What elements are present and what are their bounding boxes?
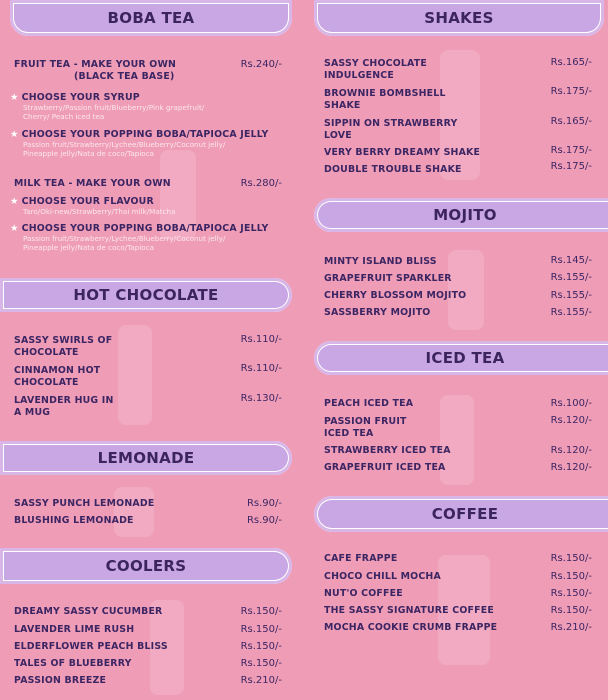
menu-item-name: SASSBERRY MOJITO — [324, 307, 431, 318]
option-label — [10, 92, 140, 103]
menu-item-price: Rs.175/- — [550, 86, 592, 97]
menu-item-name: PASSION BREEZE — [14, 675, 107, 686]
menu-item-name: FRUIT TEA - MAKE YOUR OWN — [14, 59, 177, 70]
option-label-text: CHOOSE YOUR POPPING BOBA/TAPIOCA JELLY — [21, 129, 269, 140]
menu-item-name: STRAWBERRY ICED TEA — [324, 445, 451, 456]
menu-item-name-line2: ICED TEA — [324, 428, 374, 439]
menu-item-name: SASSY SWIRLS OF — [14, 335, 113, 346]
option-list: Cherry/ Peach iced tea — [23, 112, 105, 121]
menu-item-name-line2: (BLACK TEA BASE) — [74, 71, 175, 82]
menu-item-price: Rs.150/- — [550, 571, 592, 582]
menu-item-name: CHERRY BLOSSOM MOJITO — [324, 290, 467, 301]
menu-item-name: ELDERFLOWER PEACH BLISS — [14, 641, 168, 652]
menu-item-price: Rs.110/- — [240, 363, 282, 374]
menu-item-price: Rs.150/- — [240, 641, 282, 652]
section-banner-coolers — [0, 548, 292, 584]
menu-item-price: Rs.175/- — [550, 161, 592, 172]
menu-item-price: Rs.145/- — [550, 255, 592, 266]
option-list: Passion fruit/Strawberry/Lychee/Blueberry/Coconut jelly/ — [23, 140, 226, 149]
menu-item-price: Rs.120/- — [550, 415, 592, 426]
drink-image — [440, 50, 480, 180]
menu-item-name-line2: SHAKE — [324, 100, 361, 111]
menu-item-price: Rs.150/- — [240, 658, 282, 669]
section-banner-boba-tea — [10, 0, 292, 36]
menu-item-name: CINNAMON HOT — [14, 365, 101, 376]
option-label-text: CHOOSE YOUR FLAVOUR — [21, 196, 154, 207]
option-label — [10, 129, 268, 140]
menu-item-name: MOCHA COOKIE CRUMB FRAPPE — [324, 622, 498, 633]
section-title: BOBA TEA — [107, 9, 195, 27]
menu-item-name: VERY BERRY DREAMY SHAKE — [324, 147, 481, 158]
menu-item-name-line2: A MUG — [14, 407, 51, 418]
menu-item-price: Rs.120/- — [550, 445, 592, 456]
star-icon: ★ — [10, 129, 19, 140]
menu-item-name-line2: CHOCOLATE — [14, 347, 79, 358]
menu-item-name: LAVENDER LIME RUSH — [14, 624, 135, 635]
section-banner-hot-chocolate — [0, 278, 292, 312]
menu-item-name: CAFE FRAPPE — [324, 553, 398, 564]
menu-item-name: PEACH ICED TEA — [324, 398, 414, 409]
menu-item-price: Rs.120/- — [550, 462, 592, 473]
section-title: ICED TEA — [425, 349, 505, 367]
star-icon: ★ — [10, 223, 19, 234]
drink-image — [118, 325, 152, 425]
section-banner-coffee — [314, 496, 608, 532]
option-label-text: CHOOSE YOUR POPPING BOBA/TAPIOCA JELLY — [21, 223, 269, 234]
menu-item-name: DOUBLE TROUBLE SHAKE — [324, 164, 462, 175]
menu-item-price: Rs.90/- — [246, 498, 282, 509]
menu-item-price: Rs.150/- — [550, 588, 592, 599]
menu-item-name: CHOCO CHILL MOCHA — [324, 571, 441, 582]
menu-item-name: SASSY CHOCOLATE — [324, 58, 427, 69]
menu-item-name: BLUSHING LEMONADE — [14, 515, 134, 526]
menu-item-name: THE SASSY SIGNATURE COFFEE — [324, 605, 494, 616]
menu-item-price: Rs.280/- — [240, 178, 282, 189]
section-title: MOJITO — [433, 206, 497, 224]
menu-item-name-line2: LOVE — [324, 130, 352, 141]
option-list: Passion fruit/Strawberry/Lychee/Blueberry/Coconut jelly/ — [23, 234, 226, 243]
menu-item-price: Rs.175/- — [550, 145, 592, 156]
option-list: Strawberry/Passion fruit/Blueberry/Pink grapefruit/ — [23, 103, 205, 112]
star-icon: ★ — [10, 196, 19, 207]
menu-item-price: Rs.150/- — [240, 606, 282, 617]
option-list: Taro/Oki-new/Strawberry/Thai milk/Matcha — [23, 207, 176, 216]
menu-item-price: Rs.155/- — [550, 307, 592, 318]
menu-item-name: DREAMY SASSY CUCUMBER — [14, 606, 163, 617]
menu-item-price: Rs.165/- — [550, 57, 592, 68]
menu-item-name: SIPPIN ON STRAWBERRY — [324, 118, 458, 129]
menu-item-price: Rs.155/- — [550, 272, 592, 283]
menu-item-name: NUT'O COFFEE — [324, 588, 403, 599]
menu-item-price: Rs.150/- — [550, 605, 592, 616]
menu-item-price: Rs.90/- — [246, 515, 282, 526]
menu-item-name: TALES OF BLUEBERRY — [14, 658, 132, 669]
menu-item-price: Rs.130/- — [240, 393, 282, 404]
menu-item-price: Rs.155/- — [550, 290, 592, 301]
drink-image — [114, 487, 154, 537]
menu-item-price: Rs.100/- — [550, 398, 592, 409]
option-list: Pineapple jelly/Nata de coco/Tapioca — [23, 243, 155, 252]
menu-item-price: Rs.150/- — [550, 553, 592, 564]
menu-item-price: Rs.210/- — [550, 622, 592, 633]
menu-item-name: MILK TEA - MAKE YOUR OWN — [14, 178, 171, 189]
option-list: Pineapple jelly/Nata de coco/Tapioca — [23, 149, 155, 158]
section-title: HOT CHOCOLATE — [73, 286, 219, 304]
section-title: SHAKES — [424, 9, 494, 27]
menu-item-name: LAVENDER HUG IN — [14, 395, 114, 406]
menu-item-name: MINTY ISLAND BLISS — [324, 256, 437, 267]
section-banner-iced-tea — [314, 341, 608, 375]
menu-item-price: Rs.240/- — [240, 59, 282, 70]
menu-item-name-line2: CHOCOLATE — [14, 377, 79, 388]
section-title: COOLERS — [105, 557, 187, 575]
menu-item-name: PASSION FRUIT — [324, 416, 407, 427]
option-label — [10, 223, 268, 234]
menu-item-name: BROWNIE BOMBSHELL — [324, 88, 446, 99]
option-label-text: CHOOSE YOUR SYRUP — [21, 92, 140, 103]
menu-item-price: Rs.150/- — [240, 624, 282, 635]
menu-item-price: Rs.165/- — [550, 116, 592, 127]
menu-item-name: GRAPEFRUIT SPARKLER — [324, 273, 452, 284]
section-title: COFFEE — [431, 505, 499, 523]
option-label — [10, 196, 154, 207]
menu-item-name-line2: INDULGENCE — [324, 70, 394, 81]
section-banner-mojito — [314, 198, 608, 232]
menu-item-name: SASSY PUNCH LEMONADE — [14, 498, 155, 509]
section-banner-lemonade — [0, 441, 292, 475]
menu-item-price: Rs.210/- — [240, 675, 282, 686]
star-icon: ★ — [10, 92, 19, 103]
menu-item-price: Rs.110/- — [240, 334, 282, 345]
section-title: LEMONADE — [97, 449, 195, 467]
section-banner-shakes — [314, 0, 604, 36]
menu-item-name: GRAPEFRUIT ICED TEA — [324, 462, 446, 473]
